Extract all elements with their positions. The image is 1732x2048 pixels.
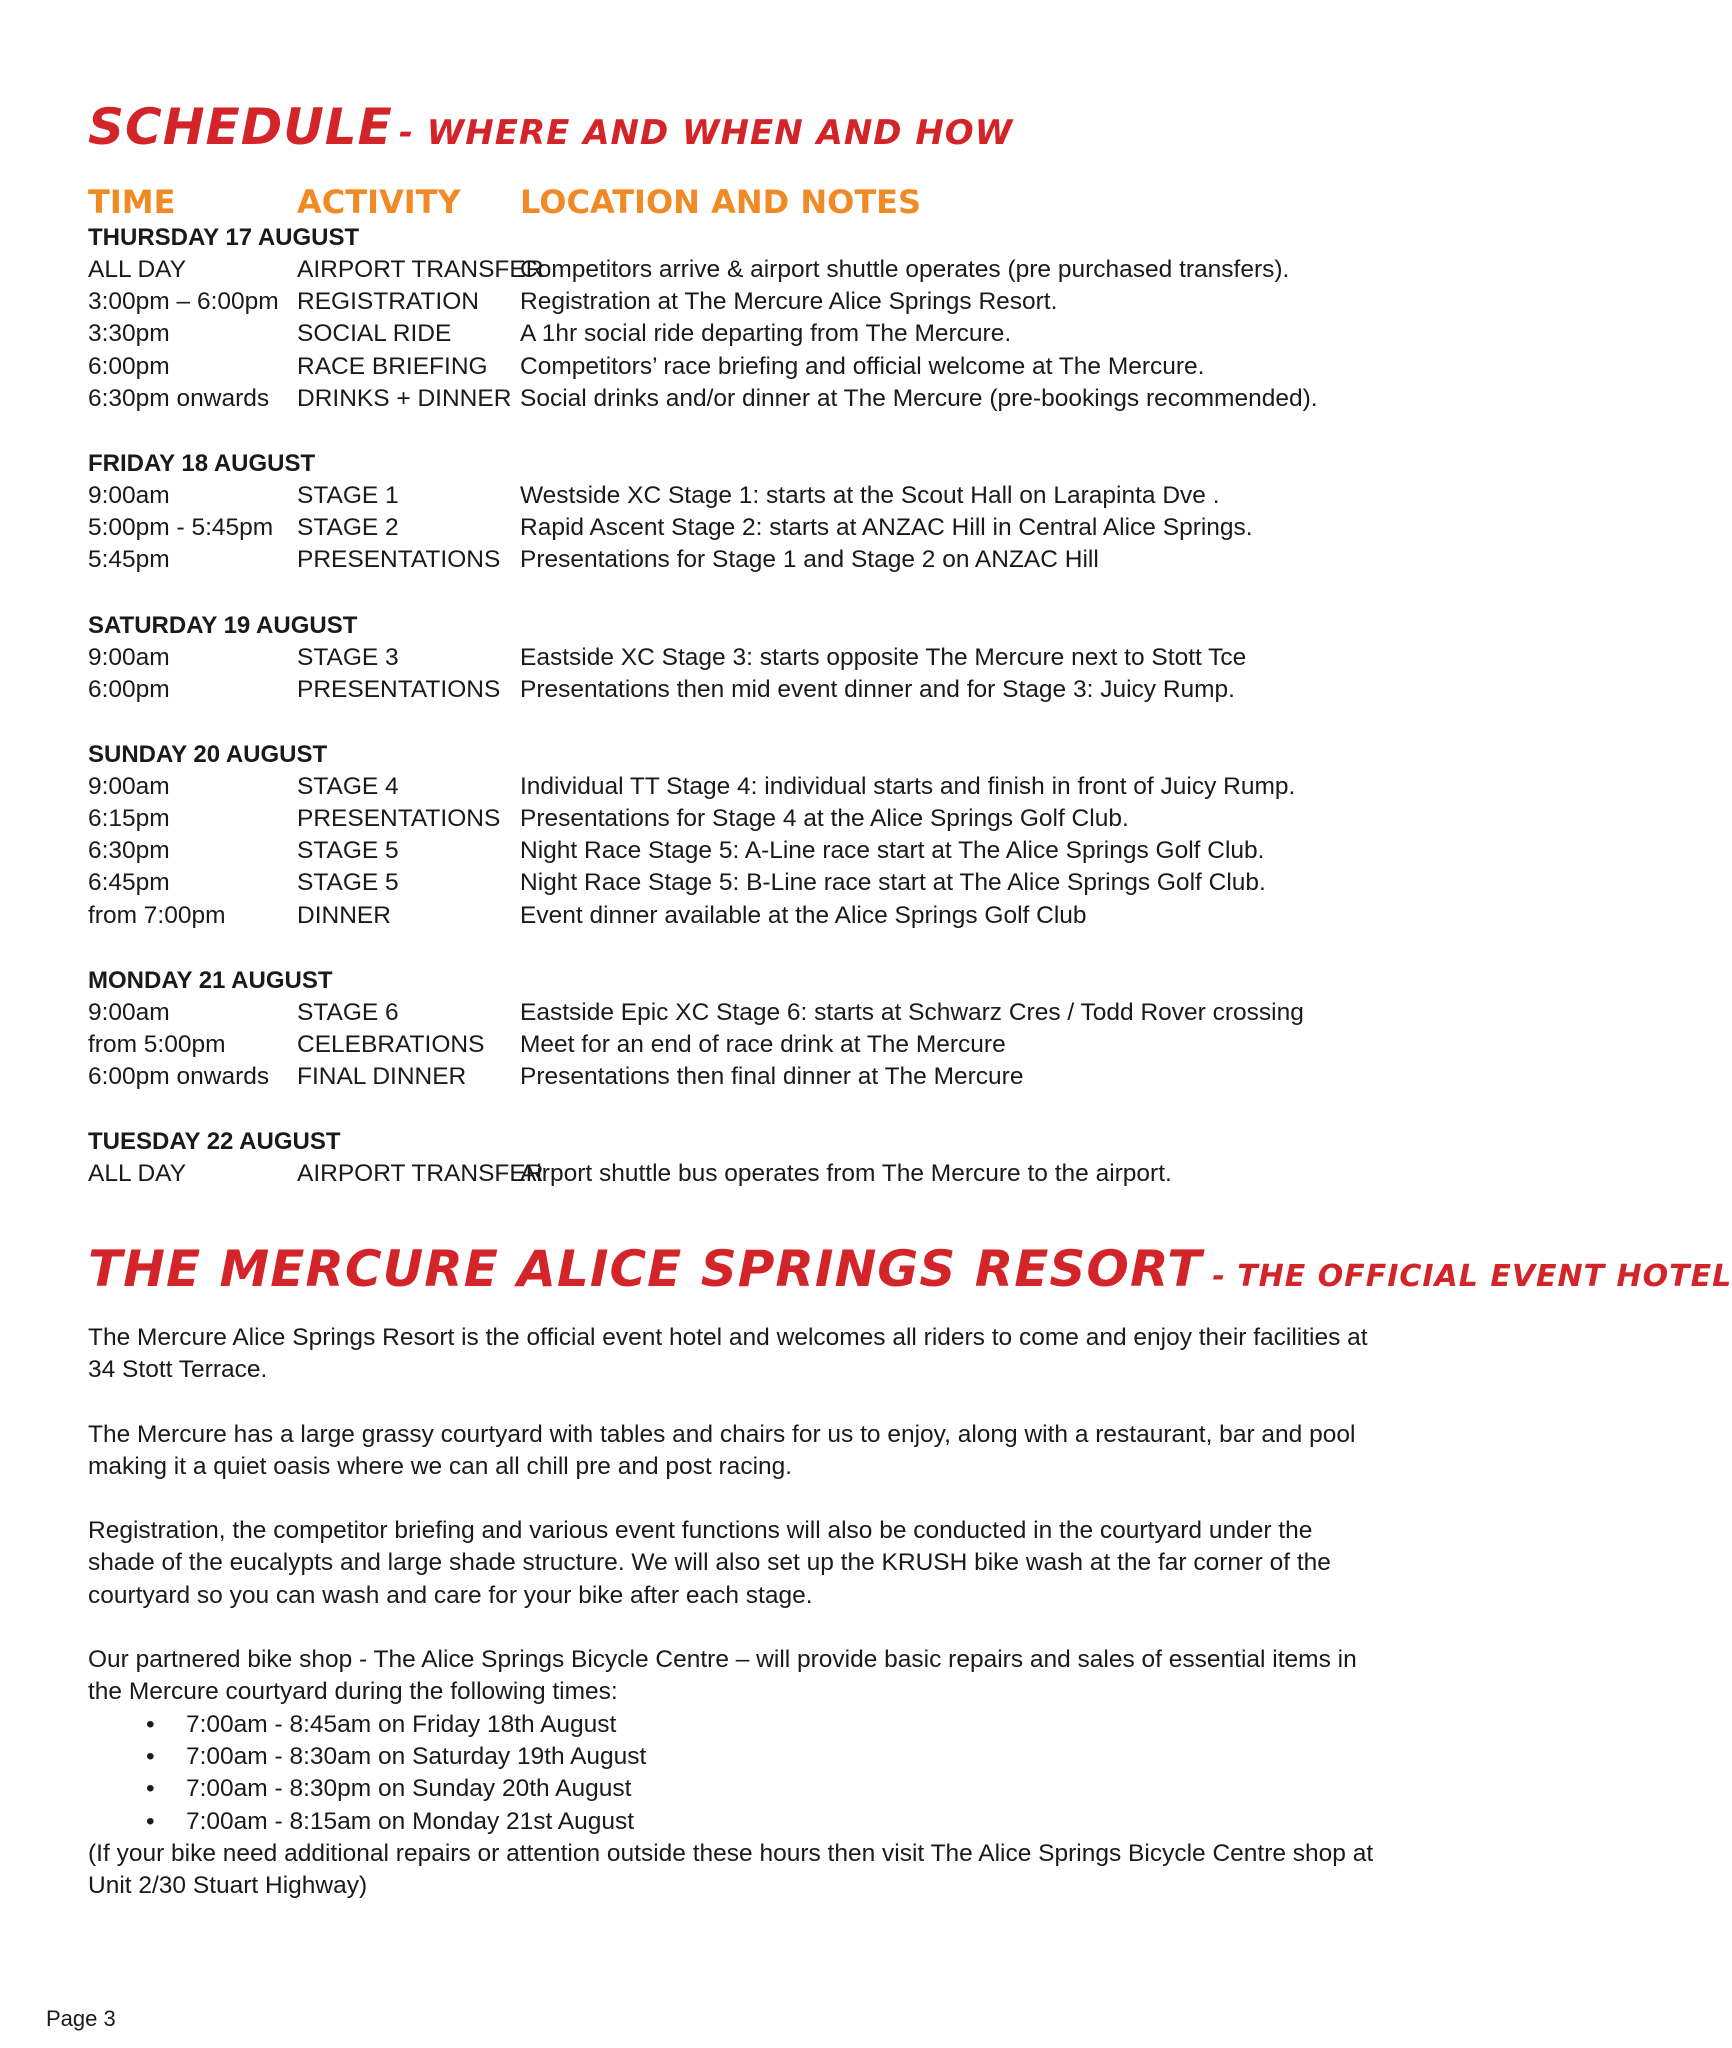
row-notes: Presentations for Stage 4 at the Alice Springs Golf Club.	[520, 805, 1129, 833]
schedule-row	[88, 997, 1378, 1029]
list-item: • 7:00am - 8:30am on Saturday 19th August	[88, 1741, 1378, 1773]
row-activity: PRESENTATIONS	[297, 675, 501, 703]
row-time: 6:30pm	[88, 837, 170, 865]
row-time: 6:30pm onwards	[88, 384, 270, 412]
bullet-icon: •	[146, 1742, 155, 1770]
row-notes: Meet for an end of race drink at The Mercure	[520, 1031, 1006, 1058]
schedule-day	[88, 965, 1378, 1094]
row-time: 6:15pm	[88, 805, 170, 833]
row-time: 5:45pm	[88, 546, 170, 574]
schedule-heading	[88, 98, 1013, 156]
row-activity: PRESENTATIONS	[297, 546, 501, 574]
row-notes: Presentations for Stage 1 and Stage 2 on ANZAC Hill	[520, 546, 1099, 574]
schedule-row	[88, 351, 1378, 383]
day-title: SATURDAY 19 AUGUST	[88, 611, 358, 639]
row-activity: RACE BRIEFING	[297, 352, 488, 380]
schedule-row	[88, 771, 1378, 803]
row-notes: Night Race Stage 5: A-Line race start at The Alice Springs Golf Club.	[520, 837, 1265, 865]
row-activity: CELEBRATIONS	[297, 1031, 485, 1058]
bullet-icon: •	[146, 1807, 155, 1835]
row-activity: STAGE 2	[297, 514, 399, 542]
paragraph: The Mercure has a large grassy courtyard with tables and chairs for us to enjoy, along with a restaurant, bar and pool making it a quiet oasis where we can all chill pre and post racing.	[88, 1420, 1356, 1480]
day-title: FRIDAY 18 AUGUST	[88, 449, 316, 477]
column-header-activity: ACTIVITY	[297, 183, 461, 221]
row-notes: Presentations then mid event dinner and for Stage 3: Juicy Rump.	[520, 675, 1235, 703]
row-activity: DINNER	[297, 901, 391, 929]
schedule-row	[88, 512, 1378, 544]
row-activity: STAGE 4	[297, 772, 399, 800]
hotel-title: THE MERCURE ALICE SPRINGS RESORT	[88, 1240, 1203, 1298]
list-item: • 7:00am - 8:45am on Friday 18th August	[88, 1709, 1378, 1741]
schedule-table	[88, 222, 1378, 1224]
row-time: 6:00pm onwards	[88, 1063, 270, 1091]
row-time: 6:45pm	[88, 869, 170, 897]
row-activity: AIRPORT TRANSFER	[297, 256, 544, 283]
row-activity: STAGE 5	[297, 837, 399, 865]
row-time: 3:00pm – 6:00pm	[88, 288, 279, 316]
schedule-row	[88, 867, 1378, 899]
row-notes: Eastside XC Stage 3: starts opposite The Mercure next to Stott Tce	[520, 643, 1247, 671]
row-time: 6:00pm	[88, 352, 170, 380]
hotel-subtitle: - THE OFFICIAL EVENT HOTEL	[1212, 1259, 1732, 1294]
schedule-row	[88, 1158, 1378, 1190]
schedule-row	[88, 544, 1378, 576]
schedule-day	[88, 1126, 1378, 1190]
row-activity: STAGE 3	[297, 643, 399, 671]
schedule-day	[88, 222, 1378, 415]
row-time: 9:00am	[88, 481, 170, 509]
day-title: THURSDAY 17 AUGUST	[88, 224, 360, 251]
list-item: • 7:00am - 8:30pm on Sunday 20th August	[88, 1773, 1378, 1805]
row-notes: Social drinks and/or dinner at The Mercure (pre-bookings recommended).	[520, 384, 1318, 412]
row-activity: STAGE 5	[297, 869, 399, 897]
bike-shop-hours-list	[88, 1709, 1378, 1838]
paragraph: Our partnered bike shop - The Alice Springs Bicycle Centre – will provide basic repairs and sales of essential items in the Mercure courtyard during the following times:	[88, 1646, 1357, 1706]
schedule-row	[88, 674, 1378, 706]
schedule-row	[88, 803, 1378, 835]
row-time: 3:30pm	[88, 320, 170, 348]
column-header-time: TIME	[88, 183, 176, 221]
schedule-day	[88, 448, 1378, 577]
row-time: 6:00pm	[88, 675, 170, 703]
column-header-location: LOCATION AND NOTES	[520, 183, 922, 221]
row-time: 5:00pm - 5:45pm	[88, 514, 274, 542]
hotel-heading	[88, 1240, 1732, 1298]
day-title: SUNDAY 20 AUGUST	[88, 740, 328, 768]
row-activity: AIRPORT TRANSFER	[297, 1160, 544, 1188]
day-title: MONDAY 21 AUGUST	[88, 966, 333, 994]
row-notes: Competitors’ race briefing and official welcome at The Mercure.	[520, 352, 1205, 380]
schedule-row	[88, 318, 1378, 350]
schedule-row	[88, 1061, 1378, 1093]
schedule-day	[88, 739, 1378, 932]
row-activity: REGISTRATION	[297, 288, 479, 316]
schedule-title: SCHEDULE	[88, 98, 393, 156]
bike-shop-footnote: (If your bike need additional repairs or attention outside these hours then visit The Alice Springs Bicycle Centre shop at Unit 2/30 Stuart Highway)	[88, 1839, 1374, 1900]
row-notes: Registration at The Mercure Alice Springs Resort.	[520, 288, 1058, 316]
row-activity: STAGE 1	[297, 481, 399, 509]
row-notes: Airport shuttle bus operates from The Mercure to the airport.	[520, 1160, 1172, 1188]
schedule-row	[88, 254, 1378, 286]
row-time: 9:00am	[88, 772, 170, 800]
row-activity: PRESENTATIONS	[297, 805, 501, 833]
schedule-row	[88, 383, 1378, 415]
row-time: from 5:00pm	[88, 1031, 226, 1058]
page-number: Page 3	[46, 2006, 116, 2031]
day-title: TUESDAY 22 AUGUST	[88, 1128, 341, 1156]
schedule-row	[88, 900, 1378, 932]
row-notes: Night Race Stage 5: B-Line race start at The Alice Springs Golf Club.	[520, 869, 1266, 897]
schedule-column-headers	[88, 183, 1378, 223]
row-notes: Individual TT Stage 4: individual starts and finish in front of Juicy Rump.	[520, 772, 1296, 800]
row-time: 9:00am	[88, 643, 170, 671]
row-notes: A 1hr social ride departing from The Mercure.	[520, 320, 1012, 348]
bullet-icon: •	[146, 1775, 155, 1803]
row-time: ALL DAY	[88, 256, 187, 283]
schedule-row	[88, 286, 1378, 318]
row-notes: Presentations then final dinner at The Mercure	[520, 1063, 1024, 1091]
row-time: ALL DAY	[88, 1160, 187, 1188]
row-notes: Rapid Ascent Stage 2: starts at ANZAC Hill in Central Alice Springs.	[520, 514, 1253, 542]
paragraph: Registration, the competitor briefing and various event functions will also be conducted in the courtyard under the shade of the eucalypts and large shade structure. We will also set up the KRUSH bike wash at the far corner of the courtyard so you can wash and care for your bike after each stage.	[88, 1517, 1331, 1609]
list-item: • 7:00am - 8:15am on Monday 21st August	[88, 1806, 1378, 1838]
row-notes: Eastside Epic XC Stage 6: starts at Schwarz Cres / Todd Rover crossing	[520, 998, 1304, 1026]
schedule-row	[88, 835, 1378, 867]
schedule-row	[88, 642, 1378, 674]
row-activity: SOCIAL RIDE	[297, 320, 452, 348]
row-notes: Competitors arrive & airport shuttle operates (pre purchased transfers).	[520, 256, 1290, 283]
row-time: from 7:00pm	[88, 901, 226, 929]
row-activity: DRINKS + DINNER	[297, 384, 512, 412]
schedule-day	[88, 610, 1378, 706]
row-notes: Westside XC Stage 1: starts at the Scout Hall on Larapinta Dve .	[520, 481, 1220, 509]
schedule-subtitle: - WHERE AND WHEN AND HOW	[398, 113, 1014, 153]
bullet-icon: •	[146, 1710, 155, 1738]
hotel-description	[88, 1322, 1378, 1934]
row-notes: Event dinner available at the Alice Springs Golf Club	[520, 901, 1087, 929]
row-activity: FINAL DINNER	[297, 1063, 467, 1091]
schedule-row	[88, 480, 1378, 512]
row-time: 9:00am	[88, 998, 170, 1026]
paragraph: The Mercure Alice Springs Resort is the official event hotel and welcomes all riders to come and enjoy their facilities at 34 Stott Terrace.	[88, 1324, 1368, 1384]
row-activity: STAGE 6	[297, 998, 399, 1026]
schedule-row	[88, 1029, 1378, 1061]
